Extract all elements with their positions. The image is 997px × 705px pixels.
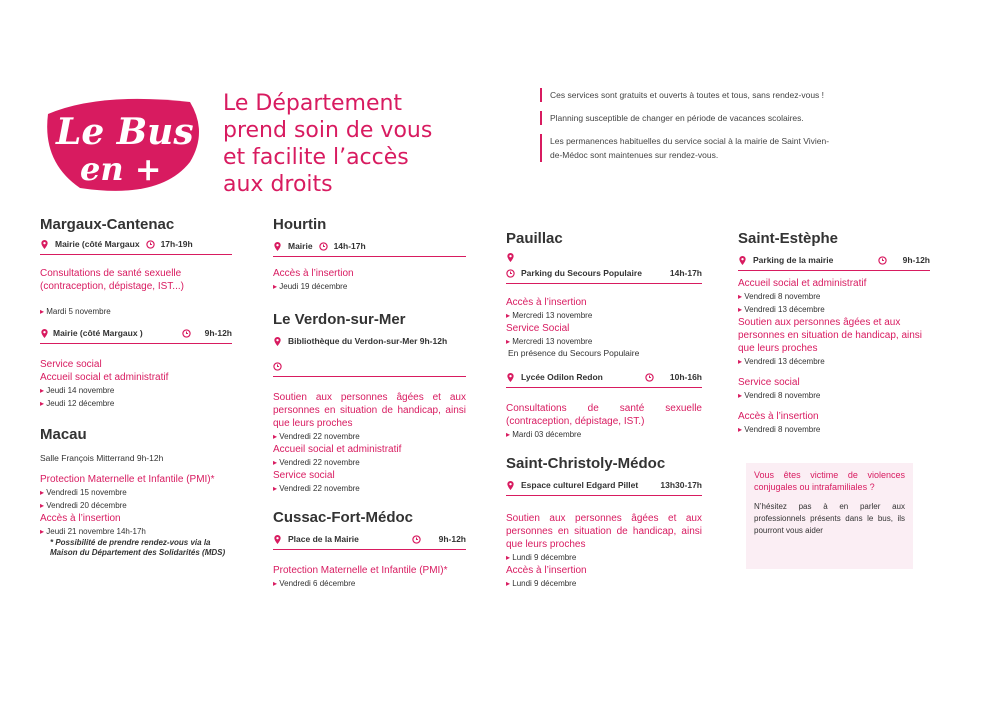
note-planning: Planning susceptible de changer en période de vacances scolaires. [540,111,840,125]
service-date: ▸ Lundi 9 décembre [506,577,702,590]
location-row [273,241,466,257]
clock-icon [273,362,282,371]
clock-icon [182,329,191,338]
service-date: ▸ Vendredi 8 novembre [738,389,930,402]
clock-icon [319,242,328,251]
location-name: Mairie (côté Margaux ) [53,328,143,338]
service-date: ▸ Jeudi 14 novembre [40,384,232,397]
location-row [506,372,702,388]
service-name: Accueil social et administratif [40,372,169,383]
service-name: Accès à l’insertion [506,565,587,576]
city-title: Pauillac [506,230,563,247]
section-saint-estephe [738,230,930,436]
location-name: Espace culturel Edgard Pillet [521,480,639,490]
note-free: Ces services sont gratuits et ouverts à toutes et tous, sans rendez-vous ! [540,88,840,102]
clock-icon [878,256,887,265]
service-name: Soutien aux personnes âgées et aux personnes en situation de handicap, ainsi que leurs proches [273,392,466,429]
location-row [273,336,466,377]
service-name: Accès à l’insertion [738,411,819,422]
time-range: 9h-12h [204,328,232,338]
service-name: Service social [738,377,800,388]
service-date: ▸ Jeudi 21 novembre 14h-17h [40,525,232,538]
location-pin-icon [506,481,515,490]
service-date: ▸ Mardi 03 décembre [506,428,702,441]
service-name: Accès à l’insertion [506,297,587,308]
headline-line: aux droits [223,172,333,197]
service-name: Service social [273,470,335,481]
service-date: ▸ Vendredi 8 novembre [738,423,930,436]
location-name: Salle François Mitterrand 9h-12h [40,453,164,463]
location-name: Place de la Mairie [288,534,359,544]
headline-line: Le Département [223,91,403,116]
service-date: ▸ Jeudi 19 décembre [273,280,466,293]
alert-body: N’hésitez pas à en parler aux professionnels présents dans le bus, ils pourront vous aider [754,502,905,535]
service-date: ▸ Mardi 5 novembre [40,305,232,318]
location-pin-icon [506,373,515,382]
location-row [506,480,702,496]
time-range: 9h-12h [438,534,466,544]
service-name: Accès à l’insertion [40,513,121,524]
location-name: Lycée Odilon Redon [521,372,603,382]
city-title: Hourtin [273,216,327,233]
service-date: ▸ Vendredi 20 décembre [40,499,232,512]
location-pin-icon [40,240,49,249]
alert-title: Vous êtes victime de violences conjugales ou intrafamiliales ? [754,470,905,492]
location-pin-icon [273,337,282,346]
service-date: ▸ Vendredi 8 novembre [738,290,930,303]
service-name: Consultations de santé sexuelle (contraception, dépistage, IST...) [40,268,184,292]
time-range: 9h-12h [902,255,930,265]
time-range: 14h-17h [333,241,366,251]
section-hourtin [273,216,466,590]
city-title: Saint-Christoly-Médoc [506,455,666,472]
location-row [40,239,232,255]
logo-line2: en + [80,150,162,188]
location-pin-icon [273,242,282,251]
info-notes [540,88,840,171]
city-title: Le Verdon-sur-Mer [273,311,406,328]
clock-icon [412,535,421,544]
service-name: Protection Maternelle et Infantile (PMI)* [273,565,448,576]
note-permanences: Les permanences habituelles du service social à la mairie de Saint Vivien-de-Médoc sont maintenues sur rendez-vous. [540,134,840,162]
clock-icon [146,240,155,249]
location-name: Mairie (côté Margaux [55,239,140,249]
clock-icon [645,373,654,382]
headline-line: prend soin de vous [223,118,433,143]
location-row [738,255,930,271]
service-date: ▸ Vendredi 22 novembre [273,482,466,495]
section-pauillac [506,230,702,590]
service-name: Accueil social et administratif [273,444,402,455]
headline-line: et facilite l’accès [223,145,409,170]
location-name: Bibliothèque du Verdon-sur-Mer 9h-12h [288,336,448,346]
location-name: Mairie [288,241,313,251]
service-date: ▸ Mercredi 13 novembre [506,335,702,348]
city-title: Macau [40,426,87,443]
service-date: ▸ Vendredi 22 novembre [273,456,466,469]
location-pin-icon [273,535,282,544]
violence-help-box [746,463,913,569]
service-date: ▸ Jeudi 12 décembre [40,397,232,410]
logo-line1: Le Bus [56,111,194,153]
city-title: Margaux-Cantenac [40,216,175,233]
service-date: ▸ Lundi 9 décembre [506,551,702,564]
footnote: * Possibilité de prendre rendez-vous via la Maison du Département des Solidarités (MDS) [50,538,226,557]
location-row [506,268,702,284]
time-range: 10h-16h [669,372,702,382]
service-date: ▸ Vendredi 13 décembre [738,303,930,316]
service-name: Service social [40,359,102,370]
service-name: Accueil social et administratif [738,278,867,289]
service-date: ▸ Vendredi 15 novembre [40,486,232,499]
logo [40,92,210,202]
service-date: ▸ Vendredi 13 décembre [738,355,930,368]
section-margaux [40,216,232,558]
location-name: Parking du Secours Populaire [521,268,642,278]
service-name: Protection Maternelle et Infantile (PMI)* [40,474,215,485]
location-name: Parking de la mairie [753,255,834,265]
time-range: 17h-19h [160,239,193,249]
service-name: Service Social [506,323,570,334]
city-title: Saint-Estèphe [738,230,839,247]
location-row [40,328,232,344]
clock-icon [506,269,515,278]
headline [223,90,432,198]
location-pin-icon [738,256,747,265]
service-date: ▸ Vendredi 6 décembre [273,577,466,590]
location-pin-icon [506,253,702,264]
service-name: Soutien aux personnes âgées et aux personnes en situation de handicap, ainsi que leurs proches [506,513,702,550]
presence-note: En présence du Secours Populaire [508,348,640,358]
service-name: Accès à l’insertion [273,268,354,279]
service-date: ▸ Vendredi 22 novembre [273,430,466,443]
time-range: 13h30-17h [660,480,702,490]
city-title: Cussac-Fort-Médoc [273,509,414,526]
service-name: Soutien aux personnes âgées et aux personnes en situation de handicap, ainsi que leurs proches [738,317,923,354]
time-range: 14h-17h [669,268,702,278]
service-date: ▸ Mercredi 13 novembre [506,309,702,322]
location-row [273,534,466,550]
location-pin-icon [40,329,49,338]
service-name: Consultations de santé sexuelle (contraception, dépistage, IST.) [506,403,702,427]
